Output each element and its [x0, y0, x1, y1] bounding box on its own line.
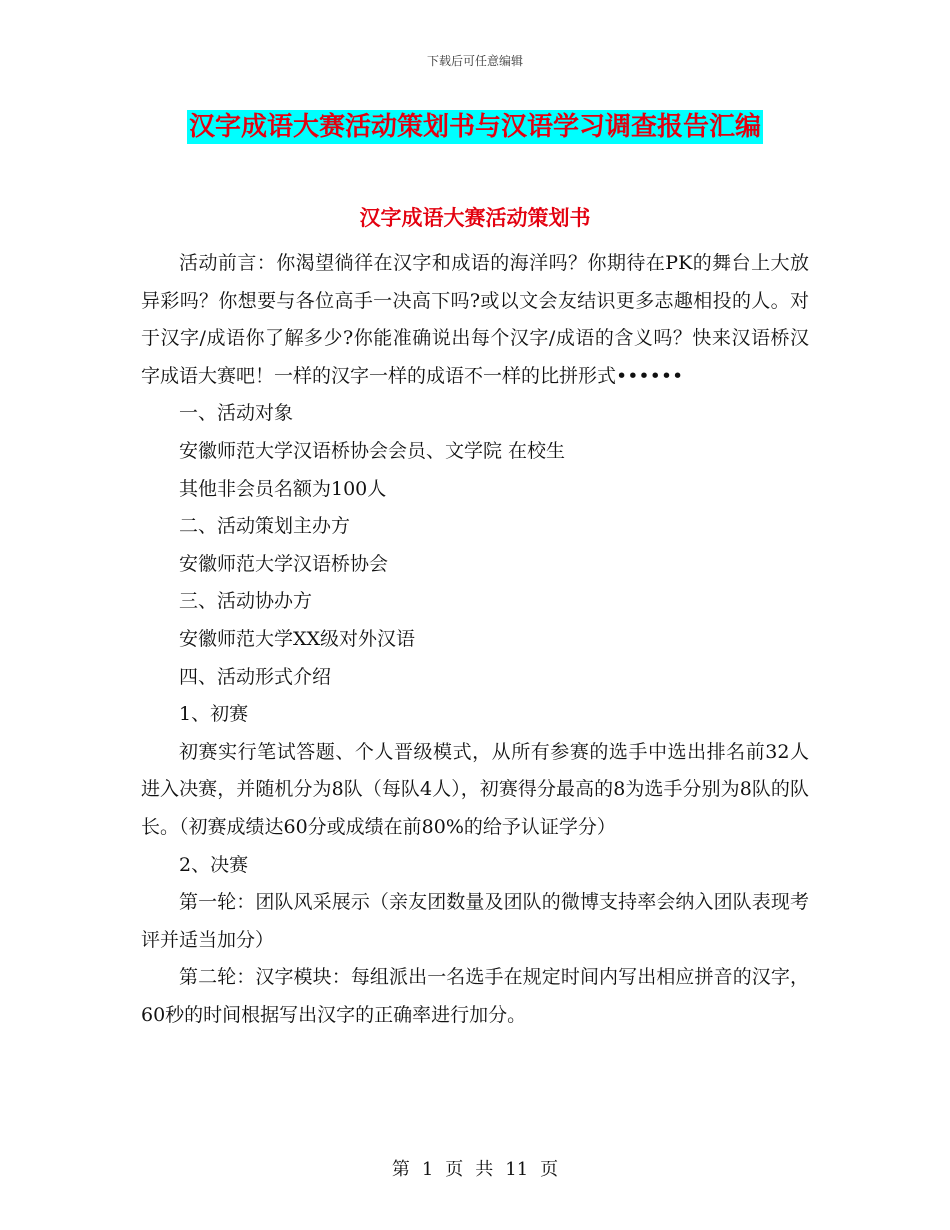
paragraph-section-2-heading: 二、活动策划主办方: [179, 515, 351, 538]
header-note: 下载后可任意编辑: [426, 54, 523, 68]
page-footer: [0, 1155, 950, 1181]
paragraph-participants-2: 其他非会员名额为100人: [179, 477, 387, 500]
paragraph-round-1: 第一轮：团队风采展示（亲友团数量及团队的微博支持率会纳入团队表现考评并适当加分）: [141, 891, 809, 951]
footer-page-prefix: 第: [391, 1159, 410, 1180]
footer-page-number: 1: [421, 1159, 434, 1180]
paragraph-final-heading: 2、决赛: [179, 853, 249, 876]
paragraph-section-3-heading: 三、活动协办方: [179, 590, 313, 613]
footer-total-suffix: 页: [540, 1159, 559, 1180]
paragraph-section-1-heading: 一、活动对象: [179, 402, 294, 425]
paragraph-preface: 活动前言：你渴望徜徉在汉字和成语的海洋吗？你期待在PK的舞台上大放异彩吗？你想要与各位高手一决高下吗?或以文会友结识更多志趣相投的人。对于汉字/成语你了解多少?你能准确说出每个汉字/成语的含义吗？快来汉语桥汉字成语大赛吧！一样的汉字一样的成语不一样的比拼形式••••••: [141, 252, 809, 387]
document-body: [141, 245, 809, 1034]
paragraph-section-4-heading: 四、活动形式介绍: [179, 665, 332, 688]
paragraph-organizer: 安徽师范大学汉语桥协会: [179, 552, 389, 575]
paragraph-co-organizer: 安徽师范大学XX级对外汉语: [179, 627, 416, 650]
footer-page-word: 页: [445, 1159, 464, 1180]
footer-total-prefix: 共: [475, 1159, 494, 1180]
paragraph-preliminary-detail: 初赛实行笔试答题、个人晋级模式，从所有参赛的选手中选出排名前32人进入决赛，并随机分为8队（每队4人），初赛得分最高的8为选手分别为8队的队长。（初赛成绩达60分或成绩在前80%的给予认证学分）: [141, 740, 809, 838]
paragraph-round-2: 第二轮：汉字模块：每组派出一名选手在规定时间内写出相应拼音的汉字，60秒的时间根据写出汉字的正确率进行加分。: [141, 966, 809, 1026]
sub-title: 汉字成语大赛活动策划书: [359, 205, 591, 230]
main-title: 汉字成语大赛活动策划书与汉语学习调查报告汇编: [188, 112, 761, 142]
main-title-container: [0, 110, 950, 144]
paragraph-participants-1: 安徽师范大学汉语桥协会会员、文学院 在校生: [179, 439, 566, 462]
footer-total-pages: 11: [505, 1159, 529, 1180]
paragraph-preliminary-heading: 1、初赛: [179, 703, 249, 726]
